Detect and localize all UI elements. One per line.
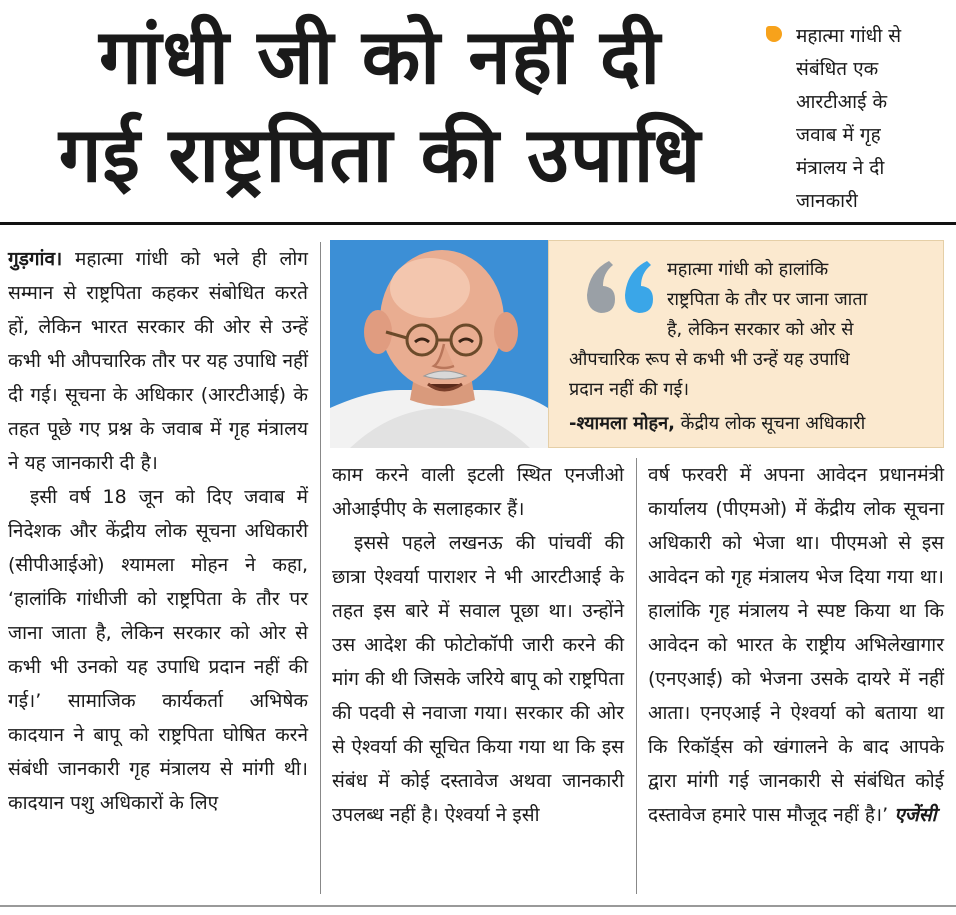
top-divider <box>0 222 956 225</box>
article-paragraph-2: इसी वर्ष 18 जून को दिए जवाब में निदेशक और केंद्रीय लोक सूचना अधिकारी (सीपीआईओ) श्यामला मोहन ने कहा, ‘हालांकि गांधीजी को राष्ट्रपिता के तौर पर जाना जाता है, लेकिन सरकार को ओर से कभी भी उनको यह उपाधि प्रदान नहीं की गई।’ सामाजिक कार्यकर्ता अभिषेक कादयान ने बापू को राष्ट्रपिता घोषित करने संबंधी जानकारी गृह मंत्रालय से मांगी थी। कादयान पशु अधिकारों के लिए <box>8 486 308 814</box>
article-column-2 <box>332 458 624 832</box>
article-column-3 <box>648 458 944 832</box>
article-paragraph-4: इससे पहले लखनऊ की पांचवीं की छात्रा ऐश्वर्या पाराशर ने भी आरटीआई के तहत इस बारे में सवाल पूछा था। उन्होंने उस आदेश की फोटोकॉपी जारी करने की मांग की थी जिसके जरिये बापू को राष्ट्रपिता की पदवी से नवाजा गया। सरकार की ओर से ऐश्वर्या की सूचित किया गया था कि इस संबंध में कोई दस्तावेज अथवा जानकारी उपलब्ध नहीं है। ऐश्वर्या ने इसी <box>332 532 624 826</box>
dateline: गुड़गांव। <box>8 248 63 270</box>
side-note <box>766 20 946 218</box>
pull-quote-text: महात्मा गांधी को हालांकि राष्ट्रपिता के तौर पर जाना जाता है, लेकिन सरकार को ओर से औपचारिक रूप से कभी भी उन्हें यह उपाधि प्रदान नहीं की गई। <box>569 259 868 400</box>
article-paragraph-1: गुड़गांव। महात्मा गांधी को भले ही लोग सम्मान से राष्ट्रपिता कहकर संबोधित करते हों, लेकिन भारत सरकार की ओर से उन्हें कभी भी औपचारिक तौर पर यह उपाधि नहीं दी गई। सूचना के अधिकार (आरटीआई) के तहत पूछे गए प्रश्न के जवाब में गृह मंत्रालय ने यह जानकारी दी है। <box>8 248 308 474</box>
quote-attribution <box>569 409 865 439</box>
attribution-name: -श्यामला मोहन, <box>569 413 675 434</box>
byline: एजेंसी <box>894 804 937 826</box>
article-paragraph-3: काम करने वाली इटली स्थित एनजीओ ओआईपीए के सलाहकार हैं। <box>332 464 624 520</box>
headline-line-1: गांधी जी को नहीं दी <box>98 12 662 101</box>
bottom-divider <box>0 905 956 907</box>
bullet-icon <box>766 26 782 42</box>
headline-line-2: गई राष्ट्रपिता की उपाधि <box>58 110 702 199</box>
pull-quote <box>548 240 944 448</box>
column-divider <box>636 458 637 894</box>
side-note-text: महात्मा गांधी से संबंधित एक आरटीआई के जवाब में गृह मंत्रालय ने दी जानकारी <box>796 25 902 212</box>
article-paragraph-5: वर्ष फरवरी में अपना आवेदन प्रधानमंत्री कार्यालय (पीएमओ) में केंद्रीय लोक सूचना अधिकारी को भेजा था। पीएमओ से इस आवेदन को गृह मंत्रालय भेज दिया गया था। हालांकि गृह मंत्रालय ने स्पष्ट किया था कि आवेदन को भारत के राष्ट्रीय अभिलेखागार (एनएआई) को भेजना उसके दायरे में नहीं आता। एनएआई ने ऐश्वर्या को बताया था कि रिकॉर्ड्स को खंगालने के बाद आपके द्वारा मांगी गई जानकारी से संबंधित कोई दस्तावेज हमारे पास मौजूद नहीं है।’ एजेंसी <box>648 464 944 826</box>
gandhi-portrait <box>330 240 548 448</box>
article-column-1 <box>8 242 308 820</box>
headline <box>6 8 754 204</box>
attribution-title: केंद्रीय लोक सूचना अधिकारी <box>680 413 866 434</box>
portrait-illustration-icon <box>330 240 548 448</box>
column-divider <box>320 242 321 894</box>
